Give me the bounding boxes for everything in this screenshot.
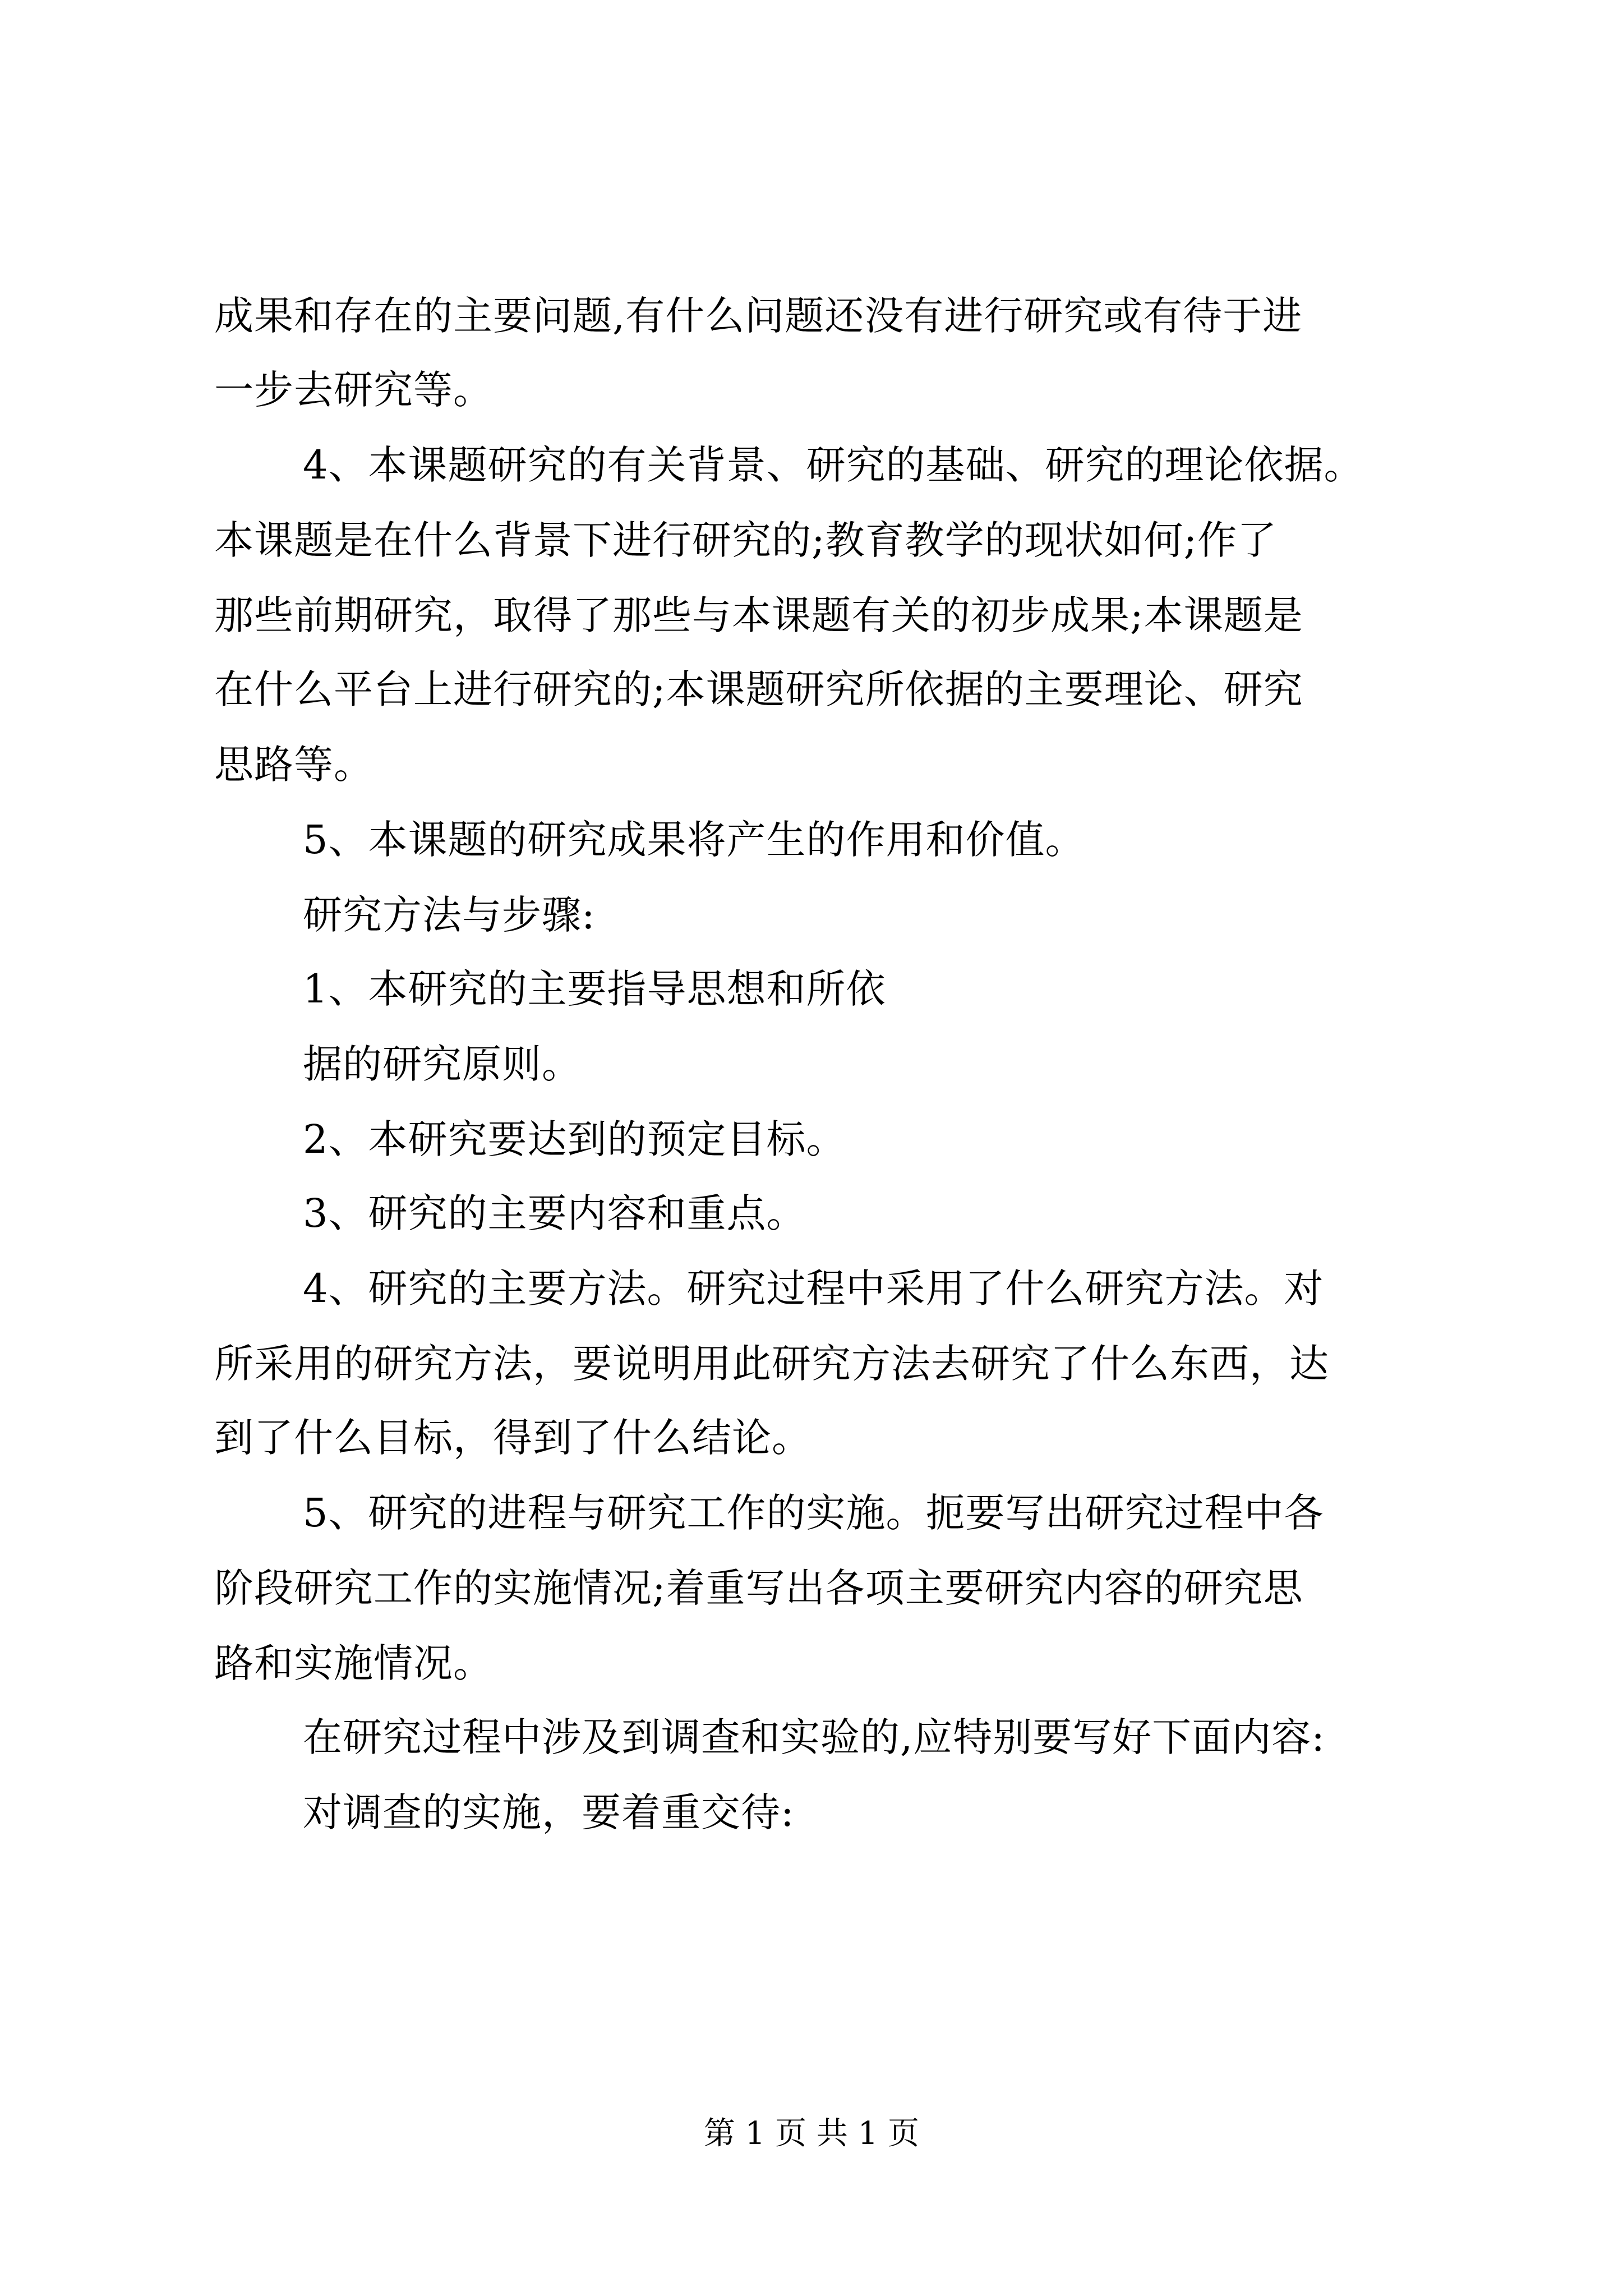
text-line: 2、本研究要达到的预定目标。	[303, 1116, 846, 1162]
text-line: 那些前期研究，取得了那些与本课题有关的初步成果;本课题是	[214, 592, 1303, 638]
text-line: 据的研究原则。	[303, 1041, 582, 1087]
text-line: 在研究过程中涉及到调查和实验的,应特别要写好下面内容:	[303, 1714, 1325, 1760]
section-heading: 研究方法与步骤:	[303, 892, 596, 938]
text-line: 5、本课题的研究成果将产生的作用和价值。	[303, 817, 1085, 863]
text-line: 4、本课题研究的有关背景、研究的基础、研究的理论依据。	[303, 442, 1364, 488]
text-line: 在什么平台上进行研究的;本课题研究所依据的主要理论、研究	[214, 666, 1303, 712]
text-line: 1、本研究的主要指导思想和所依	[303, 966, 886, 1012]
text-line: 阶段研究工作的实施情况;着重写出各项主要研究内容的研究思	[214, 1565, 1303, 1611]
text-line: 到了什么目标，得到了什么结论。	[214, 1415, 811, 1461]
text-line: 思路等。	[214, 742, 374, 788]
text-line: 3、研究的主要内容和重点。	[303, 1190, 806, 1236]
text-line: 所采用的研究方法，要说明用此研究方法去研究了什么东西，达	[214, 1341, 1329, 1387]
text-line: 5、研究的进程与研究工作的实施。扼要写出研究过程中各	[303, 1490, 1324, 1536]
text-line: 成果和存在的主要问题,有什么问题还没有进行研究或有待于进	[214, 293, 1303, 339]
text-line: 一步去研究等。	[214, 367, 493, 413]
text-line: 4、研究的主要方法。研究过程中采用了什么研究方法。对	[303, 1266, 1324, 1312]
text-line: 对调查的实施，要着重交待:	[303, 1789, 795, 1835]
page-number-footer: 第 1 页 共 1 页	[703, 2115, 920, 2152]
text-line: 本课题是在什么背景下进行研究的;教育教学的现状如何;作了	[214, 517, 1278, 563]
text-line: 路和实施情况。	[214, 1640, 493, 1686]
